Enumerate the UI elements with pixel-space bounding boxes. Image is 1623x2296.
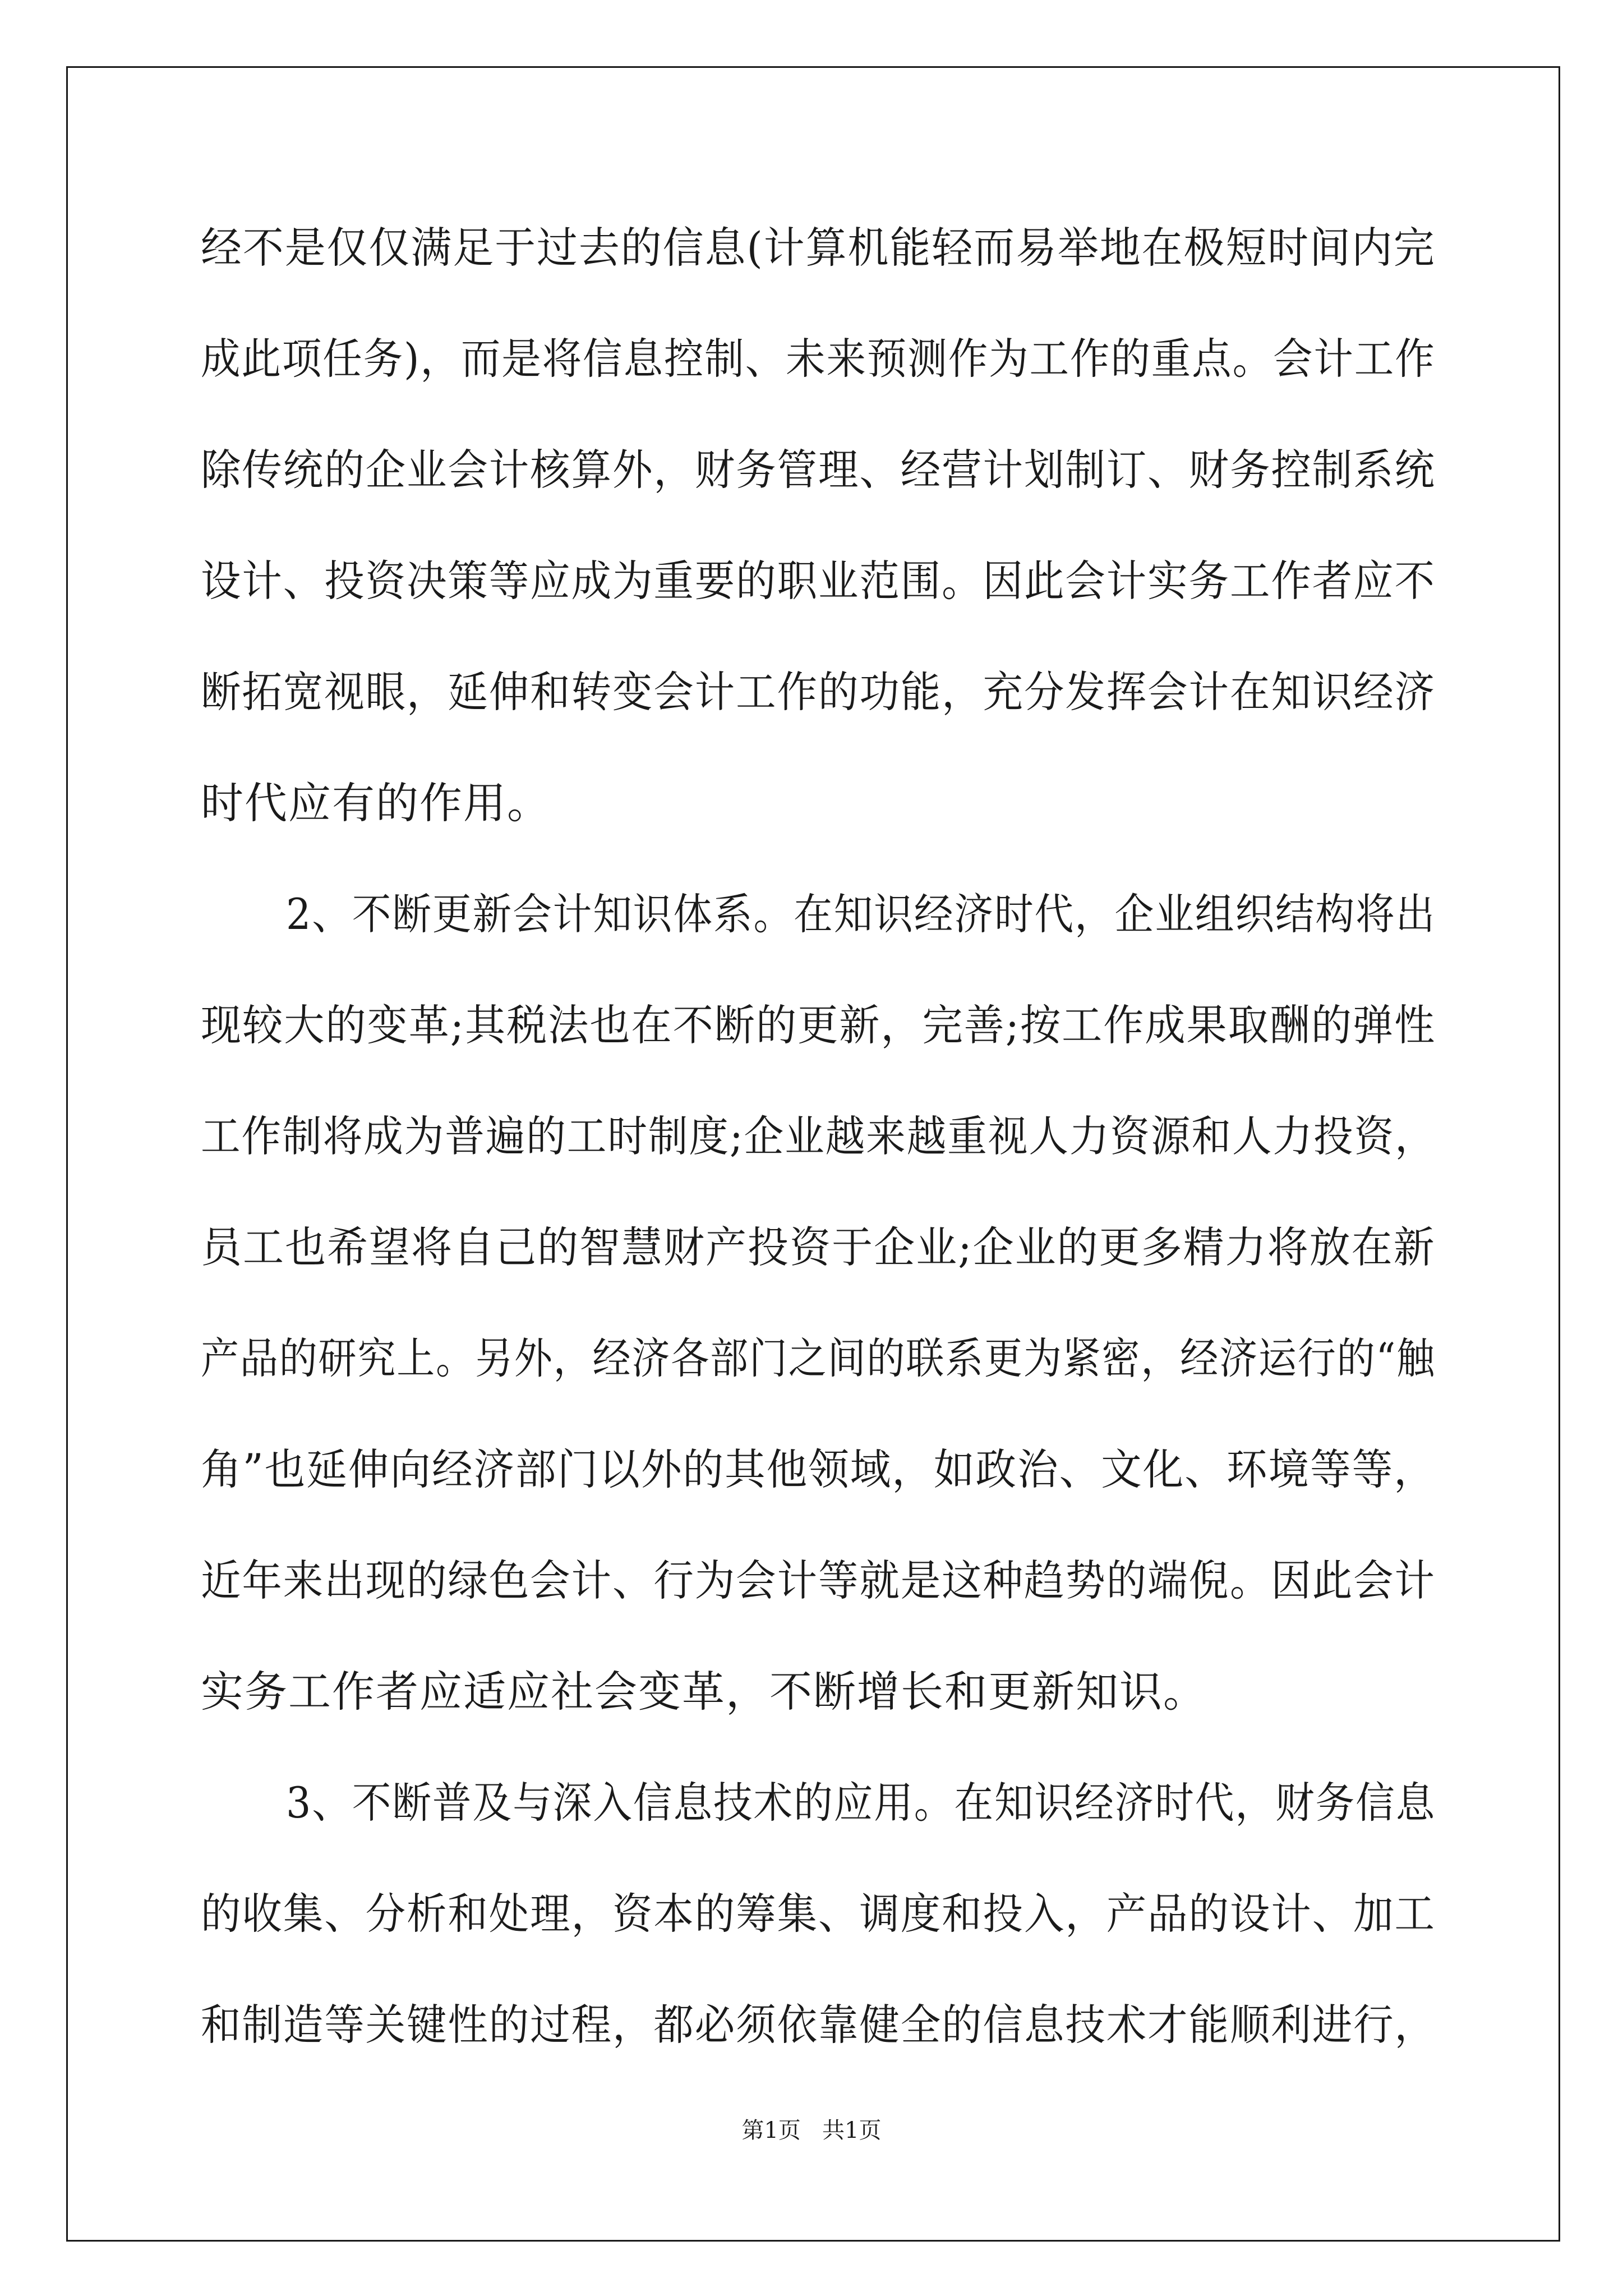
page-number-footer: 第1页 共1页 (741, 2118, 882, 2143)
text-line: 实务工作者应适应社会变革，不断增长和更新知识。 (201, 1667, 1207, 1717)
text-line: 产品的研究上。另外，经济各部门之间的联系更为紧密，经济运行的“触 (201, 1333, 1436, 1383)
text-line: 经不是仅仅满足于过去的信息(计算机能轻而易举地在极短时间内完 (201, 223, 1436, 273)
text-line: 除传统的企业会计核算外，财务管理、经营计划制订、财务控制系统 (201, 445, 1436, 495)
text-line: 设计、投资决策等应成为重要的职业范围。因此会计实务工作者应不 (201, 556, 1436, 606)
paragraph-start-line: 2、不断更新会计知识体系。在知识经济时代，企业组织结构将出 (286, 889, 1436, 939)
text-line: 员工也希望将自己的智慧财产投资于企业;企业的更多精力将放在新 (201, 1222, 1436, 1272)
text-line: 现较大的变革;其税法也在不断的更新，完善;按工作成果取酬的弹性 (201, 1000, 1436, 1050)
text-line: 工作制将成为普遍的工时制度;企业越来越重视人力资源和人力投资， (201, 1111, 1436, 1161)
text-line: 角”也延伸向经济部门以外的其他领域，如政治、文化、环境等等， (201, 1444, 1436, 1494)
text-line: 成此项任务)，而是将信息控制、未来预测作为工作的重点。会计工作 (201, 334, 1436, 384)
text-line: 近年来出现的绿色会计、行为会计等就是这种趋势的端倪。因此会计 (201, 1556, 1436, 1605)
text-line: 时代应有的作用。 (201, 778, 551, 828)
text-line: 的收集、分析和处理，资本的筹集、调度和投入，产品的设计、加工 (201, 1889, 1436, 1939)
paragraph-start-line: 3、不断普及与深入信息技术的应用。在知识经济时代，财务信息 (286, 1778, 1436, 1828)
text-line: 和制造等关键性的过程，都必须依靠健全的信息技术才能顺利进行， (201, 2000, 1436, 2050)
text-line: 断拓宽视眼，延伸和转变会计工作的功能，充分发挥会计在知识经济 (201, 667, 1436, 717)
